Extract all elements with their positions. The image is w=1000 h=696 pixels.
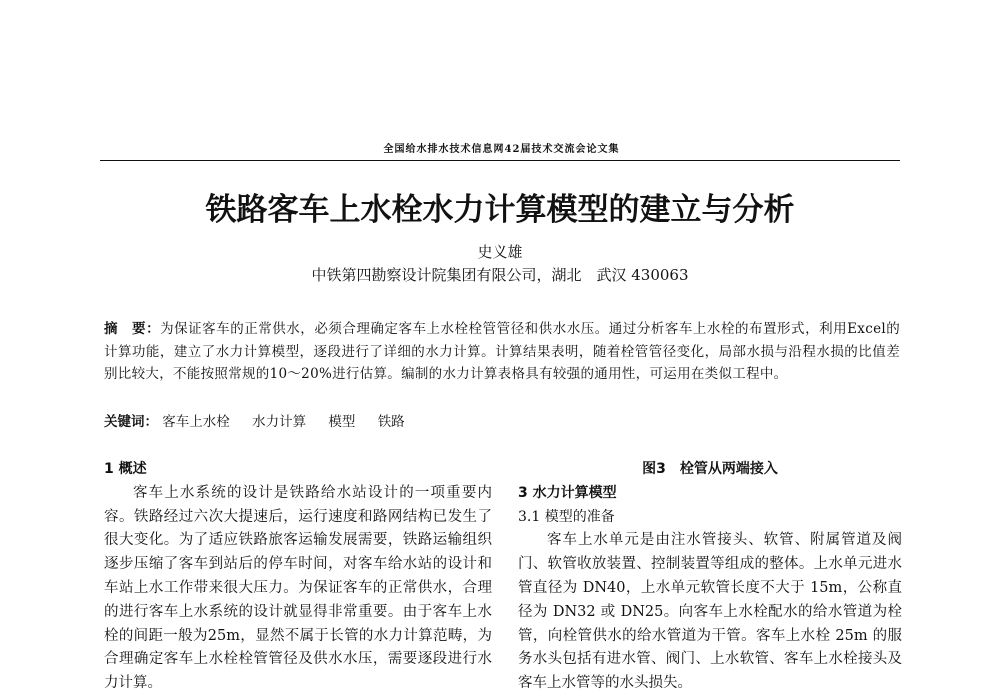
left-column	[104, 458, 492, 696]
paragraph-text: 客车上水单元是由注水管接头、软管、附属管道及阀门、软管收放装置、控制装置等组成的整体。上水单元进水管直径为 DN40，上水单元软管长度不大于 15m，公称直径为 DN32 或 DN25。向客车上水栓配水的给水管道为栓管，向栓管供水的给水管道为干管。客车上水栓 25m 的服务水头包括有进水管、阀门、上水软管、客车上水栓接头及客车上水管等的水头损失。	[518, 532, 902, 692]
keywords	[104, 411, 900, 433]
paper-title: 铁路客车上水栓水力计算模型的建立与分析	[205, 192, 795, 228]
paragraph-text: 客车上水系统的设计是铁路给水站设计的一项重要内容。铁路经过六次大提速后，运行速度和路网结构已发生了很大变化。为了适应铁路旅客运输发展需要，铁路运输组织逐步压缩了客车到站后的停车时间，对客车给水站的设计和车站上水工作带来很大压力。为保证客车的正常供水，合理的进行客车上水系统的设计就显得非常重要。由于客车上水栓的间距一般为25m，显然不属于长管的水力计算范畴，为合理确定客车上水栓栓管管径及供水水压，需要逐段进行水力计算。	[104, 484, 492, 692]
keywords-label: 关键词：	[104, 414, 158, 430]
abstract	[104, 318, 900, 386]
body-paragraph	[518, 529, 902, 696]
keyword: 水力计算	[252, 414, 307, 430]
section-heading: 1 概述	[104, 461, 147, 477]
subsection-heading: 3.1 模型的准备	[518, 508, 615, 525]
section-heading: 3 水力计算模型	[518, 484, 617, 501]
header-rule	[100, 160, 900, 161]
author-affiliation: 中铁第四勘察设计院集团有限公司，湖北 武汉 430063	[311, 266, 689, 284]
abstract-label: 摘 要：	[104, 321, 161, 337]
author-name: 史义雄	[477, 243, 523, 261]
body-paragraph	[104, 482, 492, 696]
keyword: 模型	[328, 414, 356, 430]
keyword: 客车上水栓	[162, 414, 230, 430]
keyword: 铁路	[377, 414, 405, 430]
right-column	[518, 458, 902, 696]
figure-caption: 图3 栓管从两端接入	[642, 461, 778, 477]
abstract-text: 为保证客车的正常供水，必须合理确定客车上水栓栓管管径和供水水压。通过分析客车上水栓的布置形式，利用Excel的计算功能，建立了水力计算模型，逐段进行了详细的水力计算。计算结果表明，随着栓管管径变化，局部水损与沿程水损的比值差别比较大，不能按照常规的10～20%进行估算。编制的水力计算表格具有较强的通用性，可运用在类似工程中。	[104, 321, 900, 382]
running-header: 全国给水排水技术信息网42届技术交流会论文集	[383, 144, 620, 155]
